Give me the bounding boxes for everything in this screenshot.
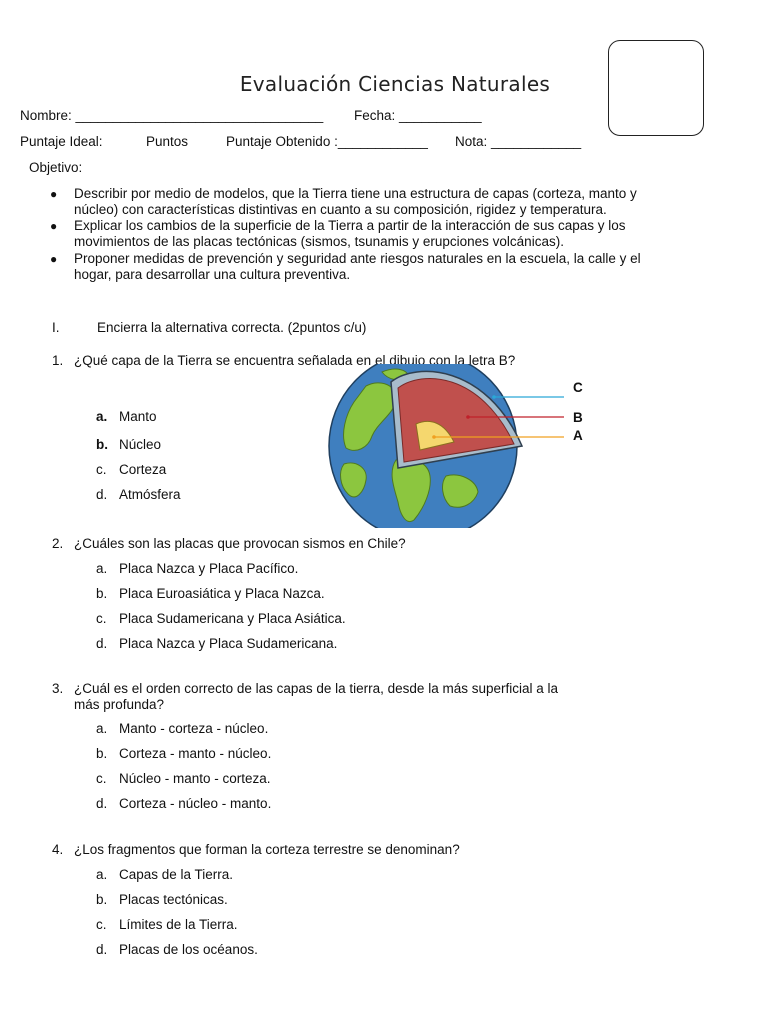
option-text[interactable]: Manto: [119, 409, 157, 424]
option-text[interactable]: Corteza - núcleo - manto.: [119, 796, 272, 811]
option-letter[interactable]: a.: [96, 721, 108, 736]
section-instruction: Encierra la alternativa correcta. (2puntos c/u): [97, 320, 367, 335]
objective-line: movimientos de las placas tectónicas (sismos, tsunamis y erupciones volcánicas).: [74, 234, 564, 249]
earth-layers-diagram: [326, 364, 596, 528]
section-number: I.: [52, 320, 60, 335]
diagram-label-b: B: [573, 410, 583, 425]
option-text[interactable]: Corteza: [119, 462, 167, 477]
puntos-label: Puntos: [146, 134, 189, 149]
question-text: ¿Cuáles son las placas que provocan sismos en Chile?: [74, 536, 406, 551]
question-text-continued: más profunda?: [74, 697, 165, 712]
option-text[interactable]: Placa Euroasiática y Placa Nazca.: [119, 586, 325, 601]
question-number: 1.: [52, 353, 64, 368]
option-text[interactable]: Placa Nazca y Placa Sudamericana.: [119, 636, 338, 651]
option-letter[interactable]: d.: [96, 636, 108, 651]
objective-line: Explicar los cambios de la superficie de la Tierra a partir de la interacción de sus capas y los: [74, 218, 626, 233]
page-title: Evaluación Ciencias Naturales: [239, 72, 551, 96]
option-text[interactable]: Capas de la Tierra.: [119, 867, 234, 882]
bullet-icon: ●: [50, 219, 58, 233]
nombre-field[interactable]: Nombre: _________________________________: [20, 108, 324, 123]
option-letter[interactable]: c.: [96, 462, 107, 477]
pointer-dot: [492, 395, 496, 399]
option-letter[interactable]: c.: [96, 611, 107, 626]
option-text[interactable]: Núcleo: [119, 437, 162, 452]
option-text[interactable]: Límites de la Tierra.: [119, 917, 238, 932]
option-text[interactable]: Placa Sudamericana y Placa Asiática.: [119, 611, 346, 626]
question-number: 3.: [52, 681, 64, 696]
objective-line: hogar, para desarrollar una cultura preventiva.: [74, 267, 351, 282]
nota-field[interactable]: Nota: ____________: [455, 134, 582, 149]
question-number: 4.: [52, 842, 64, 857]
option-letter[interactable]: b.: [96, 586, 108, 601]
option-letter[interactable]: d.: [96, 942, 108, 957]
option-letter[interactable]: c.: [96, 917, 107, 932]
pointer-dot: [432, 435, 436, 439]
objective-item: [74, 218, 740, 250]
objective-line: núcleo) con características distintivas en cuanto a su composición, rigidez y temperatura.: [74, 202, 607, 217]
option-letter[interactable]: c.: [96, 771, 107, 786]
objective-line: Describir por medio de modelos, que la Tierra tiene una estructura de capas (corteza, manto y: [74, 186, 637, 201]
option-letter[interactable]: d.: [96, 487, 108, 502]
option-text[interactable]: Atmósfera: [119, 487, 181, 502]
grade-box[interactable]: [608, 40, 704, 136]
bullet-icon: ●: [50, 187, 58, 201]
diagram-label-c: C: [573, 380, 583, 395]
objective-item: [74, 251, 740, 283]
bullet-icon: ●: [50, 252, 58, 266]
option-letter[interactable]: a.: [96, 561, 108, 576]
objective-line: Proponer medidas de prevención y seguridad ante riesgos naturales en la escuela, la calle y el: [74, 251, 641, 266]
option-text[interactable]: Placas de los océanos.: [119, 942, 258, 957]
option-letter[interactable]: b.: [96, 892, 108, 907]
objective-item: [74, 186, 740, 218]
option-text[interactable]: Placas tectónicas.: [119, 892, 228, 907]
option-text[interactable]: Corteza - manto - núcleo.: [119, 746, 272, 761]
question-number: 2.: [52, 536, 64, 551]
option-letter[interactable]: a.: [96, 409, 108, 424]
option-letter[interactable]: b.: [96, 746, 108, 761]
option-text[interactable]: Placa Nazca y Placa Pacífico.: [119, 561, 299, 576]
pointer-dot: [466, 415, 470, 419]
option-letter[interactable]: a.: [96, 867, 108, 882]
question-text: ¿Qué capa de la Tierra se encuentra señalada en el dibujo con la letra B?: [74, 353, 516, 368]
option-text[interactable]: Núcleo - manto - corteza.: [119, 771, 271, 786]
option-text[interactable]: Manto - corteza - núcleo.: [119, 721, 269, 736]
option-letter[interactable]: d.: [96, 796, 108, 811]
fecha-field[interactable]: Fecha: ___________: [354, 108, 482, 123]
puntaje-ideal-label: Puntaje Ideal:: [20, 134, 103, 149]
objective-label: Objetivo:: [29, 160, 83, 175]
question-text: ¿Cuál es el orden correcto de las capas de la tierra, desde la más superficial a la: [74, 681, 558, 696]
puntaje-obtenido-field[interactable]: Puntaje Obtenido :____________: [226, 134, 428, 149]
question-text: ¿Los fragmentos que forman la corteza terrestre se denominan?: [74, 842, 460, 857]
option-letter[interactable]: b.: [96, 437, 108, 452]
diagram-label-a: A: [573, 428, 583, 443]
